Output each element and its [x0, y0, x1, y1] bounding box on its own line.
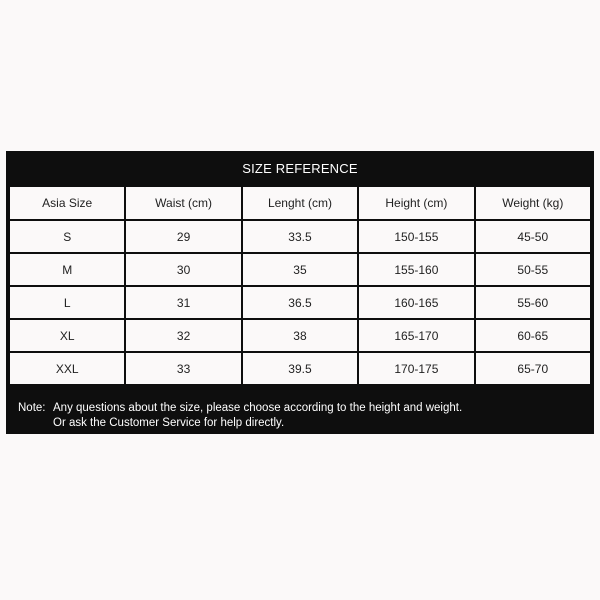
table-row [10, 221, 590, 252]
table-row [10, 353, 590, 384]
cell-waist: 29 [126, 221, 240, 252]
note-line-2: Or ask the Customer Service for help directly. [53, 417, 285, 429]
size-note [6, 396, 594, 434]
table-header-row [10, 187, 590, 219]
cell-height: 160-165 [359, 287, 473, 318]
cell-size: M [10, 254, 124, 285]
size-reference-chart [6, 151, 594, 434]
cell-length: 38 [243, 320, 357, 351]
cell-length: 39.5 [243, 353, 357, 384]
cell-height: 155-160 [359, 254, 473, 285]
note-line-1: Any questions about the size, please choose according to the height and weight. [53, 402, 463, 414]
table-row [10, 320, 590, 351]
table-row [10, 254, 590, 285]
column-header-length: Lenght (cm) [243, 187, 357, 219]
column-header-waist: Waist (cm) [126, 187, 240, 219]
cell-weight: 50-55 [476, 254, 590, 285]
cell-waist: 32 [126, 320, 240, 351]
cell-waist: 33 [126, 353, 240, 384]
cell-length: 33.5 [243, 221, 357, 252]
size-table [8, 185, 592, 386]
cell-weight: 55-60 [476, 287, 590, 318]
cell-size: S [10, 221, 124, 252]
note-label: Note: [18, 402, 46, 414]
column-header-weight: Weight (kg) [476, 187, 590, 219]
cell-height: 170-175 [359, 353, 473, 384]
cell-length: 35 [243, 254, 357, 285]
chart-title: SIZE REFERENCE [242, 161, 358, 176]
cell-weight: 65-70 [476, 353, 590, 384]
cell-size: XXL [10, 353, 124, 384]
cell-length: 36.5 [243, 287, 357, 318]
cell-weight: 60-65 [476, 320, 590, 351]
column-header-height: Height (cm) [359, 187, 473, 219]
cell-waist: 30 [126, 254, 240, 285]
cell-weight: 45-50 [476, 221, 590, 252]
cell-height: 150-155 [359, 221, 473, 252]
cell-size: L [10, 287, 124, 318]
cell-height: 165-170 [359, 320, 473, 351]
column-header-asia-size: Asia Size [10, 187, 124, 219]
cell-waist: 31 [126, 287, 240, 318]
cell-size: XL [10, 320, 124, 351]
table-row [10, 287, 590, 318]
